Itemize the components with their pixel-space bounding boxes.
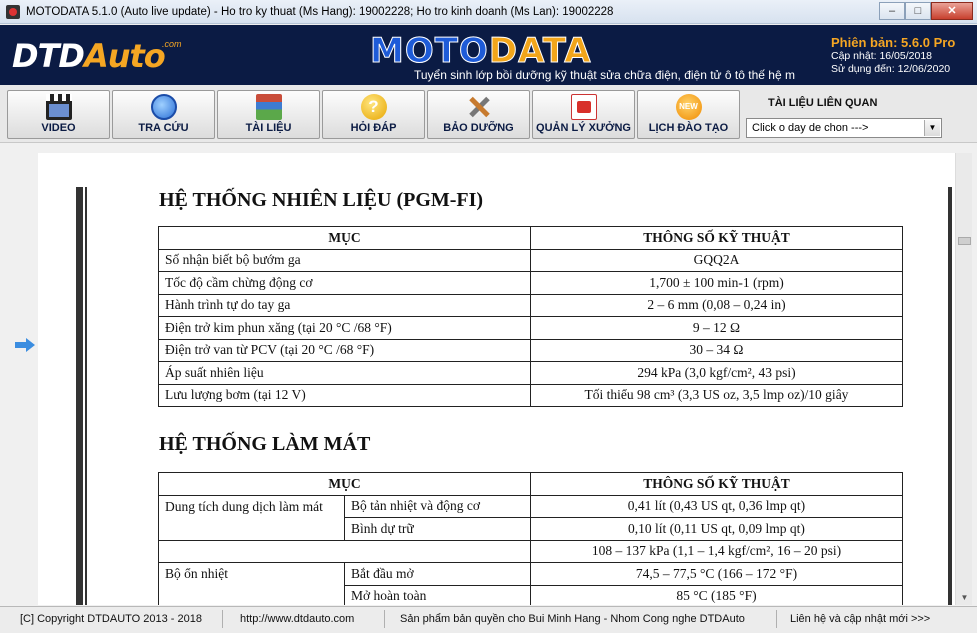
col-header-spec: THÔNG SỐ KỸ THUẬT	[531, 227, 903, 250]
status-divider	[222, 610, 223, 628]
table-header-row	[159, 227, 903, 250]
app-icon	[6, 5, 20, 19]
reserve-tank-label: Bình dự trữ	[345, 518, 531, 541]
motodata-logo	[370, 31, 592, 71]
scroll-down-icon[interactable]: ▼	[960, 593, 969, 602]
row-spec: 294 kPa (3,0 kgf/cm², 43 psi)	[531, 362, 903, 385]
qa-button[interactable]	[322, 90, 425, 139]
row-item: Số nhận biết bộ bướm ga	[159, 249, 531, 272]
thermostat-label: Bộ ổn nhiệt	[159, 563, 345, 606]
section-title-cooling-system: HỆ THỐNG LÀM MÁT	[159, 433, 371, 455]
main-toolbar	[0, 85, 977, 143]
col-header-item: MỤC	[159, 473, 531, 496]
coolant-capacity-label: Dung tích dung dịch làm mát	[159, 495, 345, 540]
fuel-system-spec-table	[158, 226, 903, 407]
radiator-engine-value: 0,41 lít (0,43 US qt, 0,36 lmp qt)	[531, 495, 903, 518]
row-spec: 30 – 34 Ω	[531, 339, 903, 362]
table-row	[159, 272, 903, 295]
table-row	[159, 384, 903, 407]
window-title: MOTODATA 5.1.0 (Auto live update) - Ho tro ky thuat (Ms Hang): 19002228; Ho tro kinh doanh (Ms Lan): 19002228	[26, 5, 614, 18]
lookup-button-label: TRA CỨU	[138, 122, 189, 134]
related-docs-select[interactable]	[746, 118, 942, 138]
table-row	[159, 362, 903, 385]
row-spec: 1,700 ± 100 min-1 (rpm)	[531, 272, 903, 295]
video-icon	[46, 94, 72, 120]
website-link[interactable]: http://www.dtdauto.com	[240, 613, 355, 625]
workshop-management-button-label: QUẢN LÝ XƯỞNG	[536, 122, 631, 134]
close-button[interactable]: ✕	[931, 2, 973, 20]
status-divider	[776, 610, 777, 628]
table-row	[159, 294, 903, 317]
related-docs-title: TÀI LIỆU LIÊN QUAN	[768, 97, 878, 109]
documents-button[interactable]	[217, 90, 320, 139]
new-badge-icon: NEW	[676, 94, 702, 120]
table-header-row	[159, 473, 903, 496]
table-row	[159, 317, 903, 340]
pressure-value: 108 – 137 kPa (1,1 – 1,4 kgf/cm², 16 – 20 psi)	[531, 540, 903, 563]
status-divider	[384, 610, 385, 628]
radiator-engine-label: Bộ tản nhiệt và động cơ	[345, 495, 531, 518]
open-start-value: 74,5 – 77,5 °C (166 – 172 °F)	[531, 563, 903, 586]
logo-dtd-text: DTD	[12, 37, 84, 75]
valid-until-date: Sử dụng đến: 12/06/2020	[831, 63, 951, 75]
row-item: Áp suất nhiên liệu	[159, 362, 531, 385]
col-header-spec: THÔNG SỐ KỸ THUẬT	[531, 473, 903, 496]
version-info	[831, 35, 963, 76]
window-titlebar	[0, 0, 977, 24]
tools-icon	[466, 94, 492, 120]
status-bar	[0, 606, 977, 633]
related-docs-select-value: Click o day de chon --->	[752, 122, 869, 134]
document-border-left	[76, 187, 83, 605]
copyright-text: [C] Copyright DTDAUTO 2013 - 2018	[20, 613, 202, 625]
chevron-down-icon[interactable]: ▼	[924, 120, 940, 136]
training-schedule-button[interactable]	[637, 90, 740, 139]
document-icon	[571, 94, 597, 120]
row-item: Lưu lượng bơm (tại 12 V)	[159, 384, 531, 407]
dtdauto-logo[interactable]	[12, 37, 165, 75]
brand-data-text: DATA	[488, 31, 592, 71]
cooling-system-spec-table	[158, 472, 903, 605]
window-controls	[879, 2, 973, 20]
version-label: Phiên bản: 5.6.0 Pro	[831, 35, 956, 50]
scrollbar-thumb[interactable]	[958, 237, 971, 245]
table-row	[159, 540, 903, 563]
header-banner	[0, 25, 977, 85]
documents-button-label: TÀI LIỆU	[245, 122, 292, 134]
col-header-item: MỤC	[159, 227, 531, 250]
lookup-button[interactable]	[112, 90, 215, 139]
brand-moto-text: MOTO	[370, 31, 489, 71]
maintenance-button[interactable]	[427, 90, 530, 139]
document-border-right	[948, 187, 952, 605]
reserve-tank-value: 0,10 lít (0,11 US qt, 0,09 lmp qt)	[531, 518, 903, 541]
document-viewer	[38, 153, 955, 605]
table-row	[159, 339, 903, 362]
pressure-label-cell	[159, 540, 531, 563]
arrow-right-icon[interactable]	[15, 338, 35, 352]
row-spec: GQQ2A	[531, 249, 903, 272]
row-spec: Tối thiểu 98 cm³ (3,3 US oz, 3,5 lmp oz)/10 giây	[531, 384, 903, 407]
table-row	[159, 495, 903, 518]
workshop-management-button[interactable]	[532, 90, 635, 139]
row-spec: 2 – 6 mm (0,08 – 0,24 in)	[531, 294, 903, 317]
books-icon	[256, 94, 282, 120]
logo-com-text: .com	[162, 39, 182, 49]
search-icon	[151, 94, 177, 120]
license-text: Sản phẩm bản quyền cho Bui Minh Hang - Nhom Cong nghe DTDAuto	[400, 613, 745, 625]
row-item: Hành trình tự do tay ga	[159, 294, 531, 317]
section-title-fuel-system: HỆ THỐNG NHIÊN LIỆU (PGM-FI)	[159, 189, 484, 211]
row-item: Điện trở kim phun xăng (tại 20 °C /68 °F)	[159, 317, 531, 340]
updated-date: Cập nhật: 16/05/2018	[831, 50, 933, 62]
logo-auto-text: Auto	[83, 37, 165, 75]
tagline-marquee: Tuyển sinh lớp bồi dưỡng kỹ thuật sửa chữa điện, điện tử ô tô thế hệ m	[414, 68, 795, 82]
table-row	[159, 563, 903, 586]
qa-button-label: HỎI ĐÁP	[350, 122, 397, 134]
minimize-button[interactable]: –	[879, 2, 905, 20]
row-item: Điện trở van từ PCV (tại 20 °C /68 °F)	[159, 339, 531, 362]
maintenance-button-label: BẢO DƯỠNG	[443, 122, 514, 134]
question-icon: ?	[361, 94, 387, 120]
maximize-button[interactable]: □	[905, 2, 931, 20]
row-item: Tốc độ cầm chừng động cơ	[159, 272, 531, 295]
contact-update-link[interactable]: Liên hệ và cập nhật mới >>>	[790, 613, 931, 625]
table-row	[159, 249, 903, 272]
row-spec: 9 – 12 Ω	[531, 317, 903, 340]
video-button-label: VIDEO	[41, 122, 76, 134]
open-full-value: 85 °C (185 °F)	[531, 585, 903, 605]
open-full-label: Mở hoàn toàn	[345, 585, 531, 605]
training-schedule-button-label: LỊCH ĐÀO TẠO	[648, 122, 729, 134]
video-button[interactable]	[7, 90, 110, 139]
open-start-label: Bắt đầu mở	[345, 563, 531, 586]
vertical-scrollbar[interactable]	[955, 153, 972, 605]
